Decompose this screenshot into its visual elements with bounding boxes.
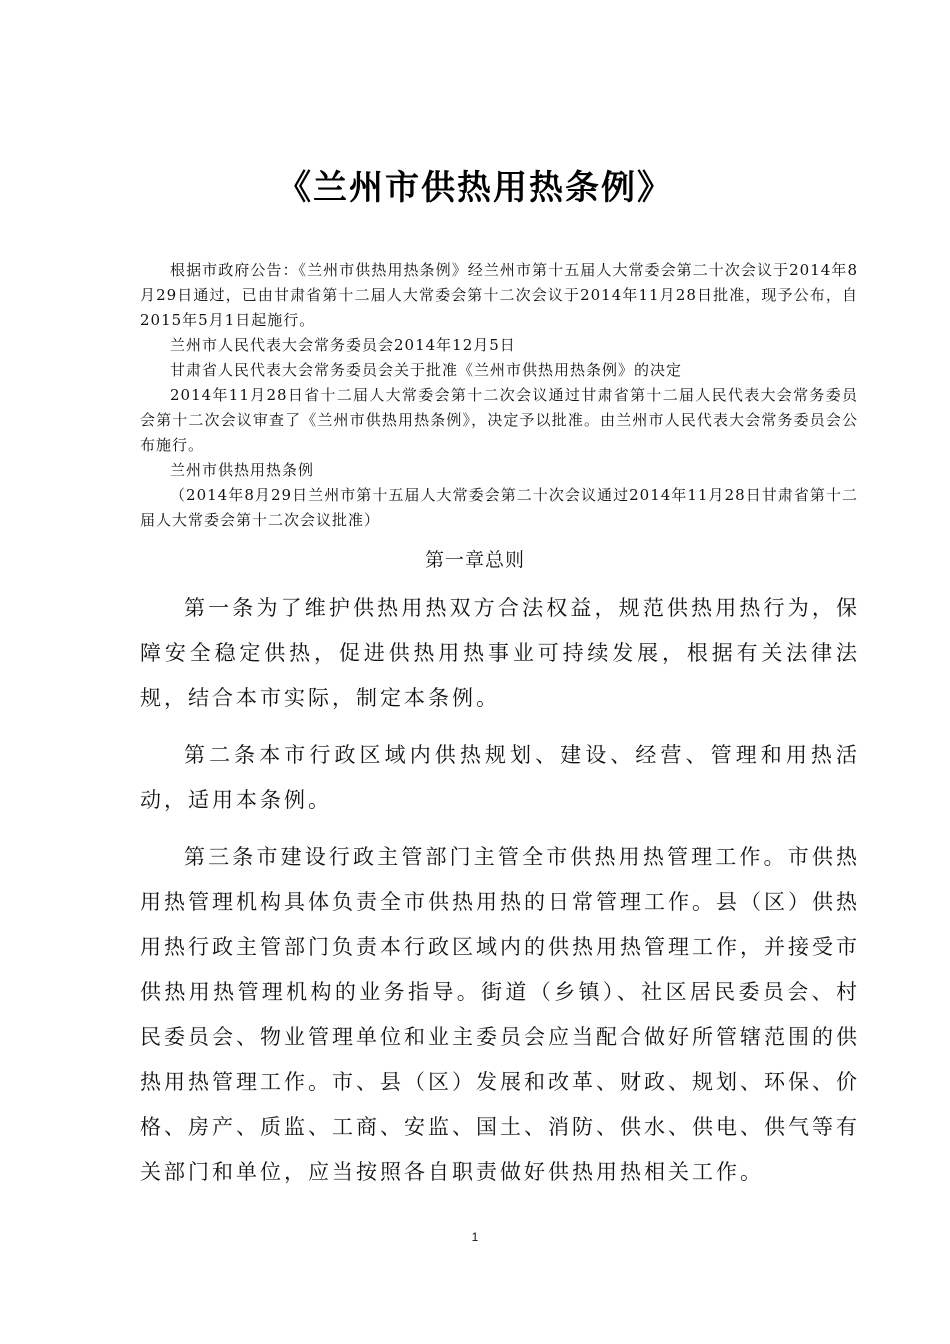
document-title: 《兰州市供热用热条例》 <box>277 168 673 208</box>
chapter-heading: 第一章总则 <box>424 549 525 571</box>
preamble-adoption-note: （2014年8月29日兰州市第十五届人大常委会第二十次会议通过2014年11月28日甘肃省第十二届人大常委会第十二次会议批准） <box>140 486 858 529</box>
preamble-approval-decision-text: 2014年11月28日省十二届人大常委会第十二次会议通过甘肃省第十二届人民代表大会常务委员会第十二次会议审查了《兰州市供热用热条例》，决定予以批准。由兰州市人民代表大会常务委员会公布施行。 <box>140 386 858 454</box>
preamble-regulation-name: 兰州市供热用热条例 <box>170 461 315 479</box>
articles <box>140 586 860 1207</box>
preamble-announcement: 根据市政府公告：《兰州市供热用热条例》经兰州市第十五届人大常委会第二十次会议于2014年8月29日通过，已由甘肃省第十二届人大常委会第十二次会议于2014年11月28日批准，现予公布，自2015年5月1日起施行。 <box>140 261 858 329</box>
preamble <box>140 258 858 533</box>
article-3: 第三条市建设行政主管部门主管全市供热用热管理工作。市供热用热管理机构具体负责全市供热用热的日常管理工作。县（区）供热用热行政主管部门负责本行政区域内的供热用热管理工作，并接受市供热用热管理机构的业务指导。街道（乡镇）、社区居民委员会、村民委员会、物业管理单位和业主委员会应当配合做好所管辖范围的供热用热管理工作。市、县（区）发展和改革、财政、规划、环保、价格、房产、质监、工商、安监、国土、消防、供水、供电、供气等有关部门和单位，应当按照各自职责做好供热用热相关工作。 <box>140 845 860 1184</box>
preamble-approval-decision-title: 甘肃省人民代表大会常务委员会关于批准《兰州市供热用热条例》的决定 <box>170 361 683 379</box>
page-number: 1 <box>471 1230 479 1244</box>
article-2: 第二条本市行政区域内供热规划、建设、经营、管理和用热活动，适用本条例。 <box>140 743 860 812</box>
preamble-issuer-date: 兰州市人民代表大会常务委员会2014年12月5日 <box>170 336 516 354</box>
article-1: 第一条为了维护供热用热双方合法权益，规范供热用热行为，保障安全稳定供热，促进供热用热事业可持续发展，根据有关法律法规，结合本市实际，制定本条例。 <box>140 596 860 710</box>
